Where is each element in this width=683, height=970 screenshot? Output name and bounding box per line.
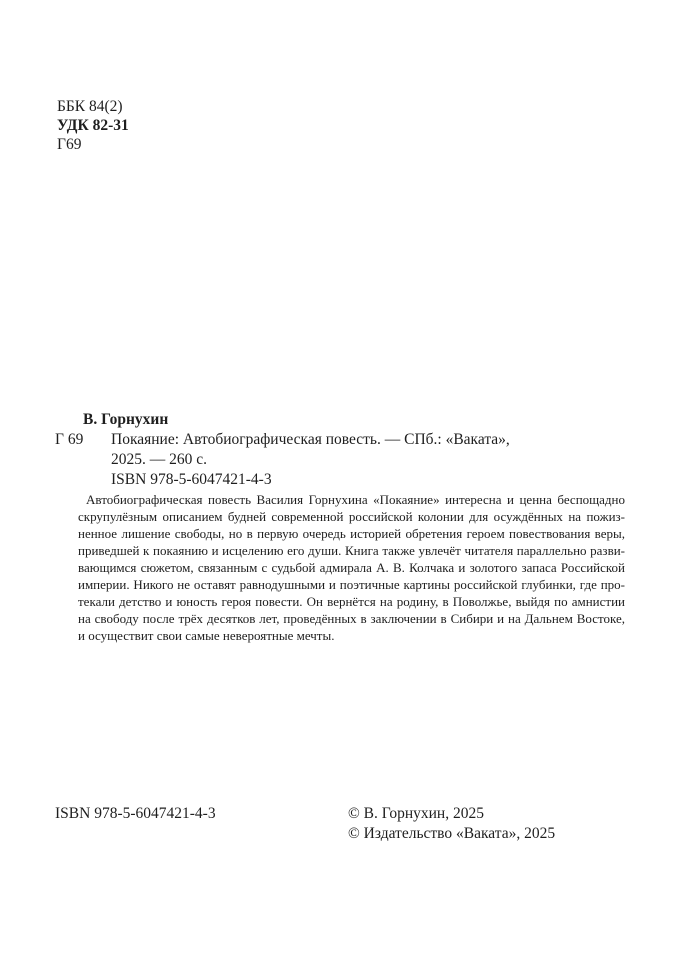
annotation-line: приведшей к покаянию и исцелению его души. Книга также увлечёт читателя параллельно разви- <box>78 543 625 558</box>
copyright-author: © В. Горнухин, 2025 <box>348 805 484 822</box>
annotation-line: Автобиографическая повесть Василия Горнухина «Покаяние» интересна и ценна беспощадно <box>86 492 625 507</box>
annotation-line: на свободу после трёх десятков лет, проведённых в заключении в Сибири и на Дальнем Востоке, <box>78 611 625 626</box>
card-isbn-line: ISBN 978-5-6047421-4-3 <box>111 471 272 488</box>
copyright-publisher: © Издательство «Ваката», 2025 <box>348 825 556 842</box>
classification-block <box>57 97 129 154</box>
annotation-paragraph <box>78 491 625 644</box>
author-sign: Г69 <box>57 136 82 153</box>
footer-isbn: ISBN 978-5-6047421-4-3 <box>55 805 216 822</box>
udk-code: УДК 82-31 <box>57 117 129 134</box>
annotation-line: империи. Никого не оставят равнодушными и поэтичные картины российской глубинки, где про- <box>78 577 625 592</box>
annotation-line: ненное лишение свободы, но в первую очередь историей обретения героем повествования веры, <box>78 526 625 541</box>
annotation-line: вающимся сюжетом, связанным с судьбой адмирала А. В. Колчака и золотого запаса Российской <box>78 560 625 575</box>
annotation-line: текали детство и юность героя повести. Он вернётся на родину, в Поволжье, выйдя по амнистии <box>78 594 625 609</box>
card-title-line: Покаяние: Автобиографическая повесть. — СПб.: «Ваката», <box>111 431 510 448</box>
card-description-row <box>55 430 630 490</box>
bbk-code: ББК 84(2) <box>57 98 123 115</box>
card-author-name: В. Горнухин <box>83 411 169 428</box>
annotation-line: и осуществит свои самые невероятные мечты. <box>78 628 335 643</box>
card-author-sign: Г 69 <box>55 431 84 448</box>
card-description <box>111 430 630 490</box>
catalog-card <box>55 410 630 490</box>
annotation-line: скрупулёзным описанием будней современной российской колонии для осуждённых на пожиз- <box>78 509 625 524</box>
card-year-pages-line: 2025. — 260 с. <box>111 451 208 468</box>
copyright-block <box>348 804 555 844</box>
